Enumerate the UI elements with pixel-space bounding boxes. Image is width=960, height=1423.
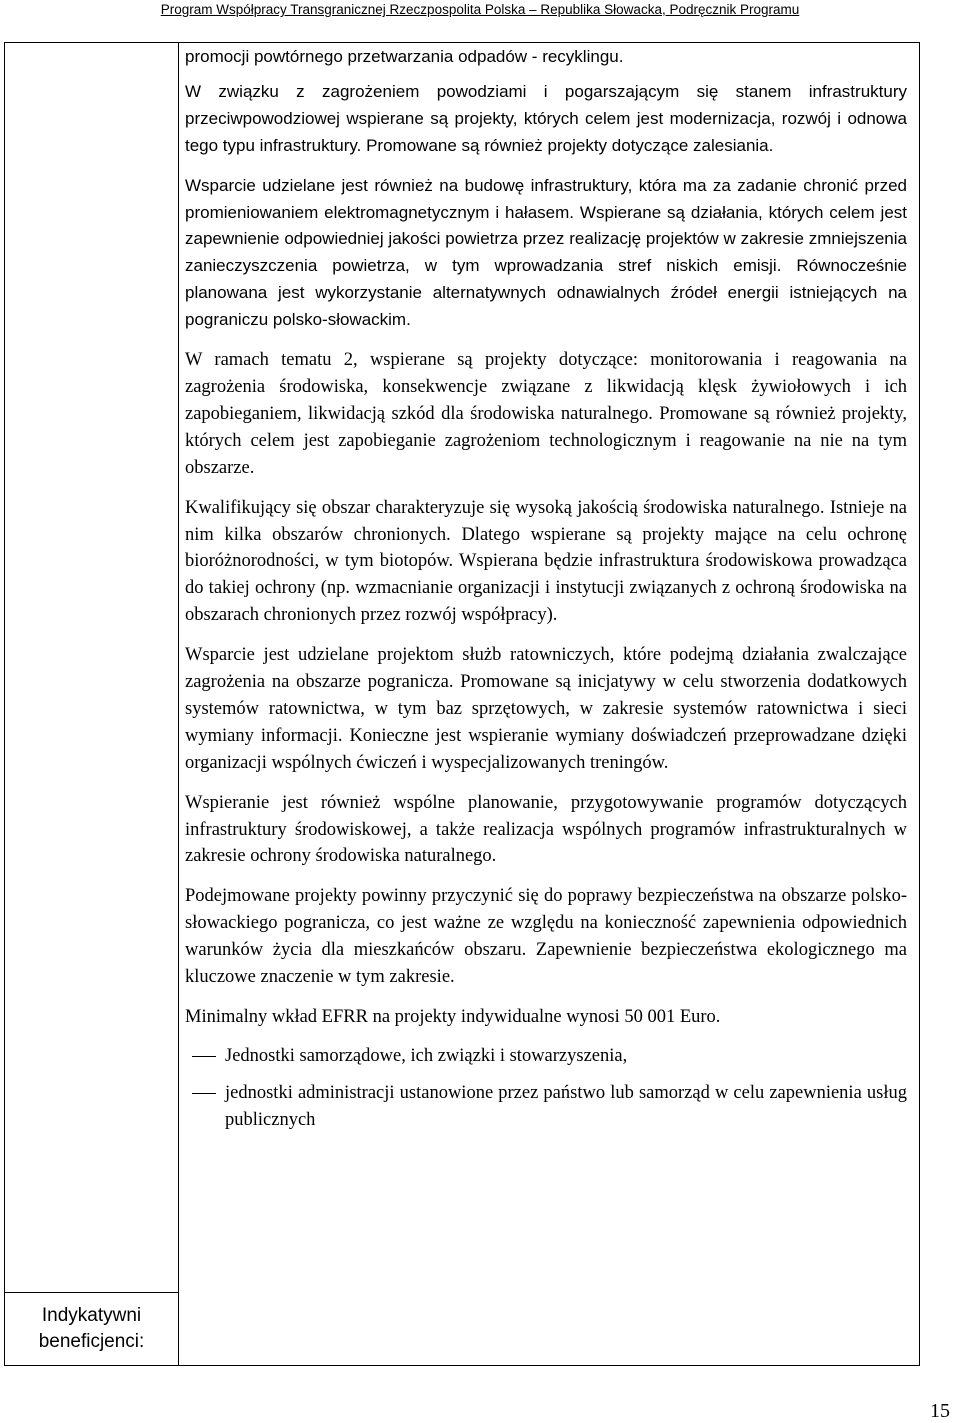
dash-bullet-icon [192,1093,216,1094]
list-item-text: Jednostki samorządowe, ich związki i stowarzyszenia, [225,1045,628,1066]
page-header: Program Współpracy Transgranicznej Rzeczpospolita Polska – Republika Słowacka, Podręcznik Programu [160,2,800,17]
page-number: 15 [930,1400,950,1422]
list-item-text: jednostki administracji ustanowione przez państwo lub samorząd w celu zapewnienia usług publicznych [225,1082,907,1130]
paragraph-joint-planning: Wspieranie jest również wspólne planowanie, przygotowywanie programów dotyczących infrastruktury środowiskowej, a także realizacja wspólnych programów infrastrukturalnych w zakresie ochrony środowiska naturalnego. [185,792,907,867]
column-divider [178,43,179,1365]
paragraph-recycling: promocji powtórnego przetwarzania odpadów - recyklingu. [185,47,624,66]
list-item [185,1080,907,1134]
paragraph-emissions: Wsparcie udzielane jest również na budowę infrastruktury, która ma za zadanie chronić przed promieniowaniem elektromagnetycznym i hałasem. Wspierane są działania, których celem jest zapewnienie odpowiedniej jakości powietrza przez realizację projektów w zakresie zmniejszenia zanieczyszczenia powietrza, w tym wprowadzania stref niskich emisji. Równocześnie planowana jest wykorzystanie alternatywnych odnawialnych źródeł energii istniejących na pograniczu polsko-słowackim. [185,175,907,330]
paragraph-biodiversity: Kwalifikujący się obszar charakteryzuje się wysoką jakością środowiska naturalnego. Istnieje na nim kilka obszarów chronionych. Dlatego wspierane są projekty mające na celu ochronę bioróżnorodności, w tym biotopów. Wspierana będzie infrastruktura środowiskowa prowadząca do takiej ochrony (np. wzmacnianie organizacji i instytucji związanych z ochroną środowiska na obszarach chronionych przez rozwój współpracy). [185,497,907,626]
list-item [185,1043,907,1070]
paragraph-safety: Podejmowane projekty powinny przyczynić się do poprawy bezpieczeństwa na obszarze polsko-słowackiego pogranicza, co jest ważne ze względu na konieczność zapewnienia odpowiednich warunków życia dla mieszkańców obszaru. Zapewnienie bezpieczeństwa ekologicznego ma kluczowe znaczenie w tym zakresie. [185,886,907,988]
paragraph-topic-2: W ramach tematu 2, wspierane są projekty dotyczące: monitorowania i reagowania na zagrożenia środowiska, konsekwencje związane z likwidacją klęsk żywiołowych i ich zapobieganiem, likwidacją szkód dla środowiska naturalnego. Promowane są również projekty, których celem jest zapobieganie zagrożeniom technologicznym i reagowanie na nie na tym obszarze. [185,350,907,478]
paragraph-min-contribution: Minimalny wkład EFRR na projekty indywidualne wynosi 50 001 Euro. [185,1007,721,1027]
beneficiaries-label-cell [5,1293,178,1365]
beneficiaries-label-line2: beneficjenci: [38,1331,145,1352]
paragraph-rescue-services: Wsparcie jest udzielane projektom służb ratowniczych, które podejmą działania zwalczające zagrożenia na obszarze pogranicza. Promowane są inicjatywy w celu stworzenia dodatkowych systemów ratownictwa, w tym baz sprzętowych, w zakresie systemów ratownictwa i sieci wymiany informacji. Konieczne jest wspieranie wymiany doświadczeń przeprowadzane dzięki organizacji wspólnych ćwiczeń i wyspecjalizowanych treningów. [185,645,907,773]
beneficiaries-label-line1: Indykatywni [41,1305,142,1326]
beneficiaries-list [185,1043,907,1134]
paragraph-flood-protection: W związku z zagrożeniem powodziami i pogarszającym się stanem infrastruktury przeciwpowodziowej wspierane są projekty, których celem jest modernizacja, rozwój i odnowa tego typu infrastruktury. Promowane są również projekty dotyczące zalesiania. [185,81,907,155]
dash-bullet-icon [192,1056,216,1057]
content-column [185,44,907,1144]
